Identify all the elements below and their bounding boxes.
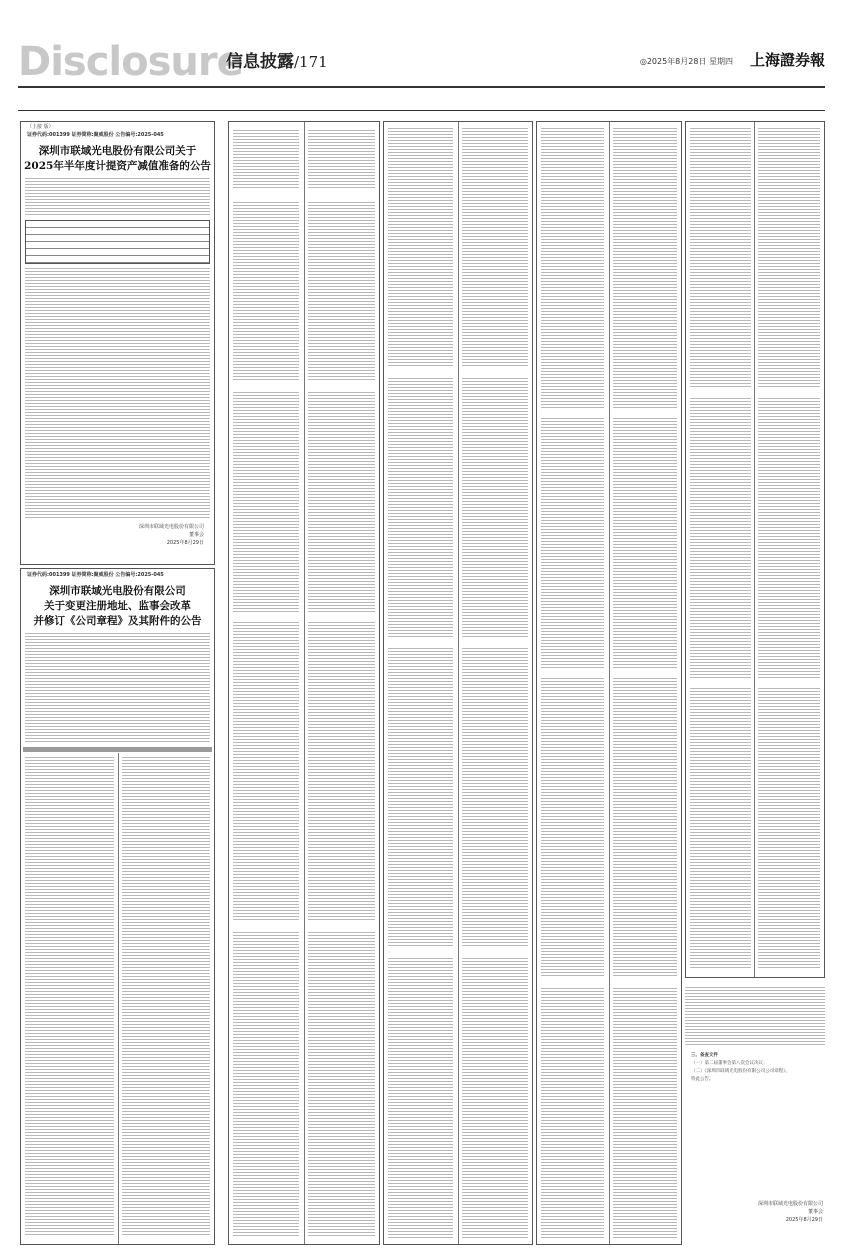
newspaper-logo: 上海證券報 xyxy=(749,51,825,69)
table-cell xyxy=(233,622,299,922)
table-divider xyxy=(458,122,459,1244)
continuation-mark: （上接 版） xyxy=(27,124,54,130)
table-cell xyxy=(541,128,604,408)
page-number: /171 xyxy=(294,53,328,71)
notice-articles-amendment xyxy=(20,568,215,1245)
appendix-item-2: （二）《深圳市联域光电股份有限公司公司章程》。 xyxy=(691,1069,790,1074)
issue-date: ◎2025年8月28日 星期四 xyxy=(639,57,733,66)
table-divider xyxy=(754,122,755,977)
masthead-rule xyxy=(18,86,825,88)
revision-table-part4 xyxy=(685,121,825,978)
notice-title-line3: 并修订《公司章程》及其附件的公告 xyxy=(33,615,202,627)
signature-org: 董事会 xyxy=(807,1209,823,1215)
table-divider xyxy=(304,122,305,1244)
signature-company: 深圳市联域光电股份有限公司 xyxy=(757,1201,823,1207)
table-header xyxy=(23,747,212,752)
table-cell xyxy=(690,398,751,678)
table-cell xyxy=(613,678,677,978)
notice-meta: 证券代码:001399 证券简称:聚威股份 公告编号:2025-045 xyxy=(27,572,164,578)
table-cell xyxy=(233,392,299,612)
table-cell xyxy=(613,128,677,408)
table-cell xyxy=(541,418,604,668)
notice-meta: 证券代码:001399 证券简称:聚威股份 公告编号:2025-045 xyxy=(27,132,164,138)
table-cell xyxy=(388,958,453,1238)
table-cell xyxy=(233,130,299,190)
notice-title-line1: 深圳市联域光电股份有限公司关于 xyxy=(38,145,197,157)
table-cell xyxy=(388,378,453,638)
body-text xyxy=(25,633,210,743)
table-cell xyxy=(690,688,751,970)
table-cell xyxy=(690,128,751,388)
body-text xyxy=(25,178,210,216)
table-cell xyxy=(541,988,604,1238)
column-3 xyxy=(383,113,533,1243)
body-text xyxy=(25,268,210,518)
table-divider xyxy=(118,753,119,1244)
table-cell xyxy=(462,648,528,948)
signature-date: 2025年8月29日 xyxy=(166,540,204,546)
table-cell xyxy=(613,988,677,1238)
table-cell xyxy=(462,378,528,638)
column-2 xyxy=(228,113,380,1243)
closing-remark: 特此公告。 xyxy=(691,1077,714,1082)
content-top-rule xyxy=(18,110,825,111)
table-cell xyxy=(308,202,375,382)
table-cell xyxy=(388,648,453,948)
table-cell xyxy=(308,622,375,922)
table-cell xyxy=(758,398,820,678)
signature-org: 董事会 xyxy=(188,532,204,538)
revision-table-part1 xyxy=(228,121,380,1245)
table-after-text xyxy=(122,757,210,1237)
table-before-text xyxy=(25,757,114,1237)
notice-title-line2: 2025年半年度计提资产减值准备的公告 xyxy=(24,160,211,172)
signature-company: 深圳市联域光电股份有限公司 xyxy=(138,524,204,530)
table-cell xyxy=(541,678,604,978)
table-cell xyxy=(233,202,299,382)
table-cell xyxy=(388,128,453,368)
table-cell xyxy=(462,958,528,1238)
section-title-en: Disclosure xyxy=(18,39,243,85)
revision-table-part3 xyxy=(536,121,682,1245)
revision-table-part2 xyxy=(383,121,533,1245)
column-left xyxy=(20,113,215,1243)
table-cell xyxy=(758,688,820,970)
section-title-cn xyxy=(226,52,328,72)
notice-impairment xyxy=(20,121,215,565)
section-name: 信息披露 xyxy=(226,52,294,72)
appendix-item-1: （一）第二届董事会第八次会议决议； xyxy=(691,1061,768,1066)
appendix-heading: 三、备查文件 xyxy=(691,1053,718,1058)
table-cell xyxy=(613,418,677,668)
notice-title-line1: 深圳市联域光电股份有限公司 xyxy=(49,585,186,597)
column-right xyxy=(685,113,825,1243)
column-4 xyxy=(536,113,682,1243)
table-cell xyxy=(308,130,375,190)
table-cell xyxy=(308,932,375,1237)
closing-section xyxy=(685,981,825,1243)
table-cell xyxy=(758,128,820,388)
table-cell xyxy=(308,392,375,612)
table-cell xyxy=(462,128,528,368)
masthead xyxy=(18,40,825,84)
table-cell xyxy=(233,932,299,1237)
table-divider xyxy=(609,122,610,1244)
impairment-table xyxy=(25,220,210,264)
body-text xyxy=(685,987,825,1047)
signature-date: 2025年8月29日 xyxy=(785,1217,823,1223)
notice-title-line2: 关于变更注册地址、监事会改革 xyxy=(44,600,191,612)
